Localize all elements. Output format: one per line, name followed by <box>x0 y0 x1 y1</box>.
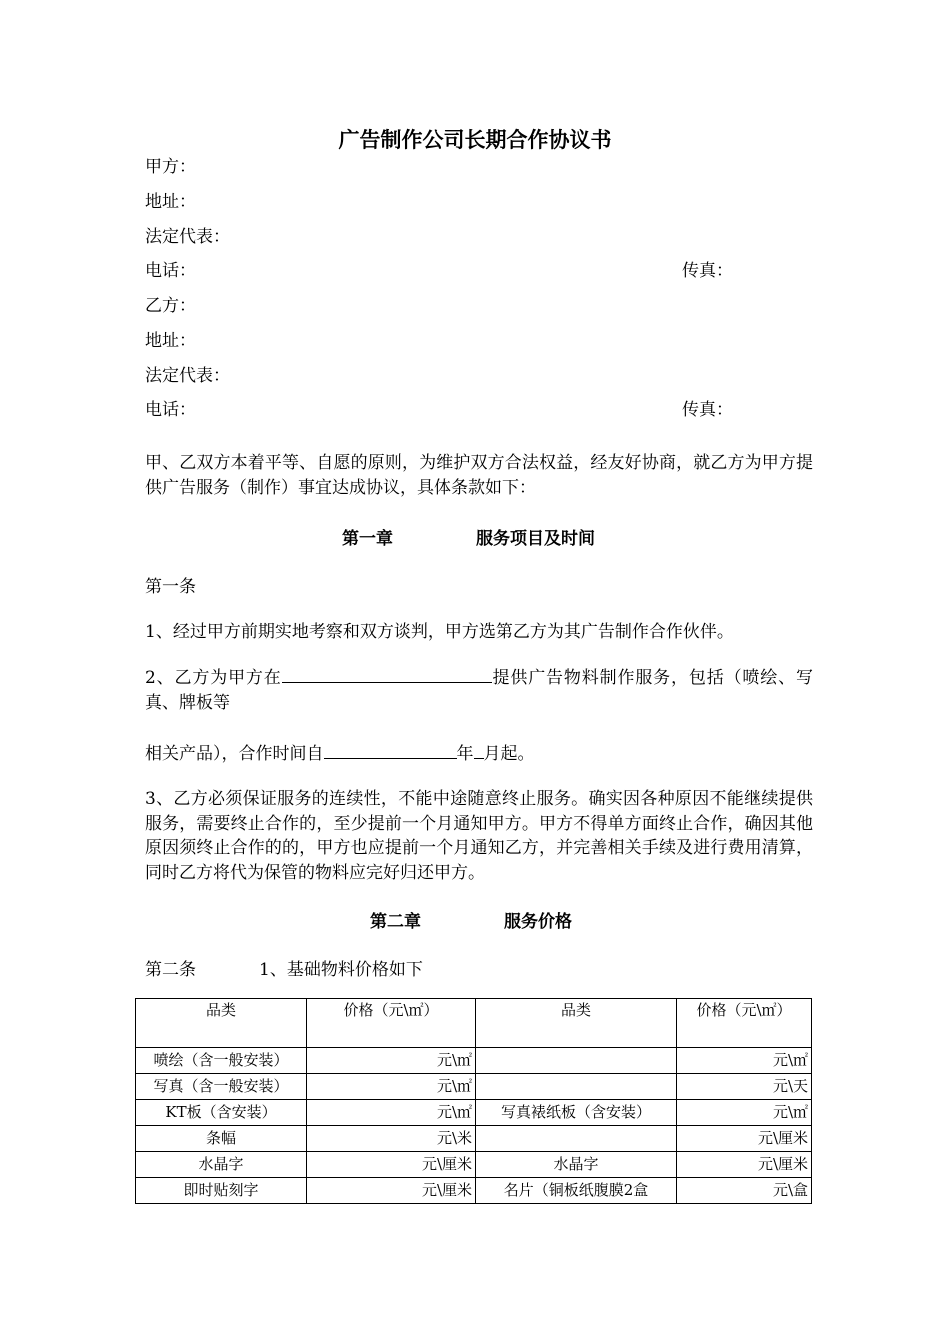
party-a-rep-label: 法定代表： <box>145 227 230 247</box>
price-cell: 元\厘米 <box>677 1126 812 1152</box>
category-cell: 写真（含一般安装） <box>136 1074 307 1100</box>
price-cell: 元\厘米 <box>307 1178 476 1204</box>
start-month-blank <box>474 742 484 759</box>
category-cell <box>476 1126 677 1152</box>
category-cell: 水晶字 <box>136 1152 307 1178</box>
article1-item1: 1、经过甲方前期实地考察和双方谈判，甲方选第乙方为其广告制作合作伙伴。 <box>145 622 734 642</box>
table-row <box>136 1178 812 1204</box>
chapter1-name: 服务项目及时间 <box>476 529 595 549</box>
price-cell: 元\㎡ <box>677 1100 812 1126</box>
price-cell: 元\㎡ <box>307 1048 476 1074</box>
price-cell: 元\㎡ <box>307 1100 476 1126</box>
party-a-fax-label: 传真： <box>682 261 733 281</box>
document-title: 广告制作公司长期合作协议书 <box>338 128 612 152</box>
article1-item2-post: 提供广告物料制作服务，包括（喷绘、写真、牌板等 <box>145 668 813 713</box>
table-row <box>136 1126 812 1152</box>
chapter2-number: 第二章 <box>370 912 421 932</box>
party-b-phone-label: 电话： <box>145 400 196 420</box>
category-cell: KT板（含安装） <box>136 1100 307 1126</box>
party-b-label: 乙方： <box>145 296 196 316</box>
category-cell: 水晶字 <box>476 1152 677 1178</box>
price-cell: 元\厘米 <box>677 1152 812 1178</box>
party-a-address-label: 地址： <box>145 192 196 212</box>
chapter1-number: 第一章 <box>342 529 393 549</box>
article1-label: 第一条 <box>145 577 196 597</box>
category-cell: 名片（铜板纸腹膜2盒 <box>476 1178 677 1204</box>
article2-text: 1、基础物料价格如下 <box>259 960 423 980</box>
header-category-2: 品类 <box>476 999 677 1048</box>
category-cell <box>476 1048 677 1074</box>
article1-item2-cont <box>145 739 535 764</box>
chapter2-name: 服务价格 <box>504 912 572 932</box>
location-blank <box>282 666 492 683</box>
party-b-fax-label: 传真： <box>682 400 733 420</box>
price-cell: 元\㎡ <box>677 1048 812 1074</box>
intro-paragraph: 甲、乙双方本着平等、自愿的原则，为维护双方合法权益，经友好协商，就乙方为甲方提供广告服务（制作）事宜达成协议，具体条款如下： <box>145 453 813 498</box>
table-row <box>136 1048 812 1074</box>
header-price-1: 价格（元\㎡） <box>307 999 476 1048</box>
table-row <box>136 1074 812 1100</box>
party-a-phone-label: 电话： <box>145 261 196 281</box>
price-cell: 元\盒 <box>677 1178 812 1204</box>
price-cell: 元\天 <box>677 1074 812 1100</box>
table-header-row <box>136 999 812 1048</box>
article1-item2-pre: 2、乙方为甲方在 <box>145 668 282 688</box>
year-label: 年 <box>456 744 474 764</box>
table-row <box>136 1152 812 1178</box>
header-category-1: 品类 <box>136 999 307 1048</box>
table-row <box>136 1100 812 1126</box>
price-cell: 元\厘米 <box>307 1152 476 1178</box>
category-cell: 写真裱纸板（含安装） <box>476 1100 677 1126</box>
article1-item3: 3、乙方必须保证服务的连续性，不能中途随意终止服务。确实因各种原因不能继续提供服务，需要终止合作的，至少提前一个月通知甲方。甲方不得单方面终止合作，确因其他原因须终止合作的的，甲方也应提前一个月通知乙方，并完善相关手续及进行费用清算，同时乙方将代为保管的物料应完好归还甲方。 <box>145 789 813 883</box>
category-cell: 条幅 <box>136 1126 307 1152</box>
category-cell: 即时贴刻字 <box>136 1178 307 1204</box>
article2-label: 第二条 <box>145 960 196 980</box>
article1-item2 <box>145 666 813 715</box>
month-label: 月起。 <box>483 744 535 764</box>
category-cell <box>476 1074 677 1100</box>
price-table <box>135 998 812 1204</box>
start-year-blank <box>324 742 457 759</box>
party-b-rep-label: 法定代表： <box>145 366 230 386</box>
category-cell: 喷绘（含一般安装） <box>136 1048 307 1074</box>
party-a-label: 甲方： <box>145 157 196 177</box>
header-price-2: 价格（元\㎡） <box>677 999 812 1048</box>
price-cell: 元\㎡ <box>307 1074 476 1100</box>
article1-item2-cont-pre: 相关产品），合作时间自 <box>145 744 324 764</box>
party-b-address-label: 地址： <box>145 331 196 351</box>
price-cell: 元\米 <box>307 1126 476 1152</box>
